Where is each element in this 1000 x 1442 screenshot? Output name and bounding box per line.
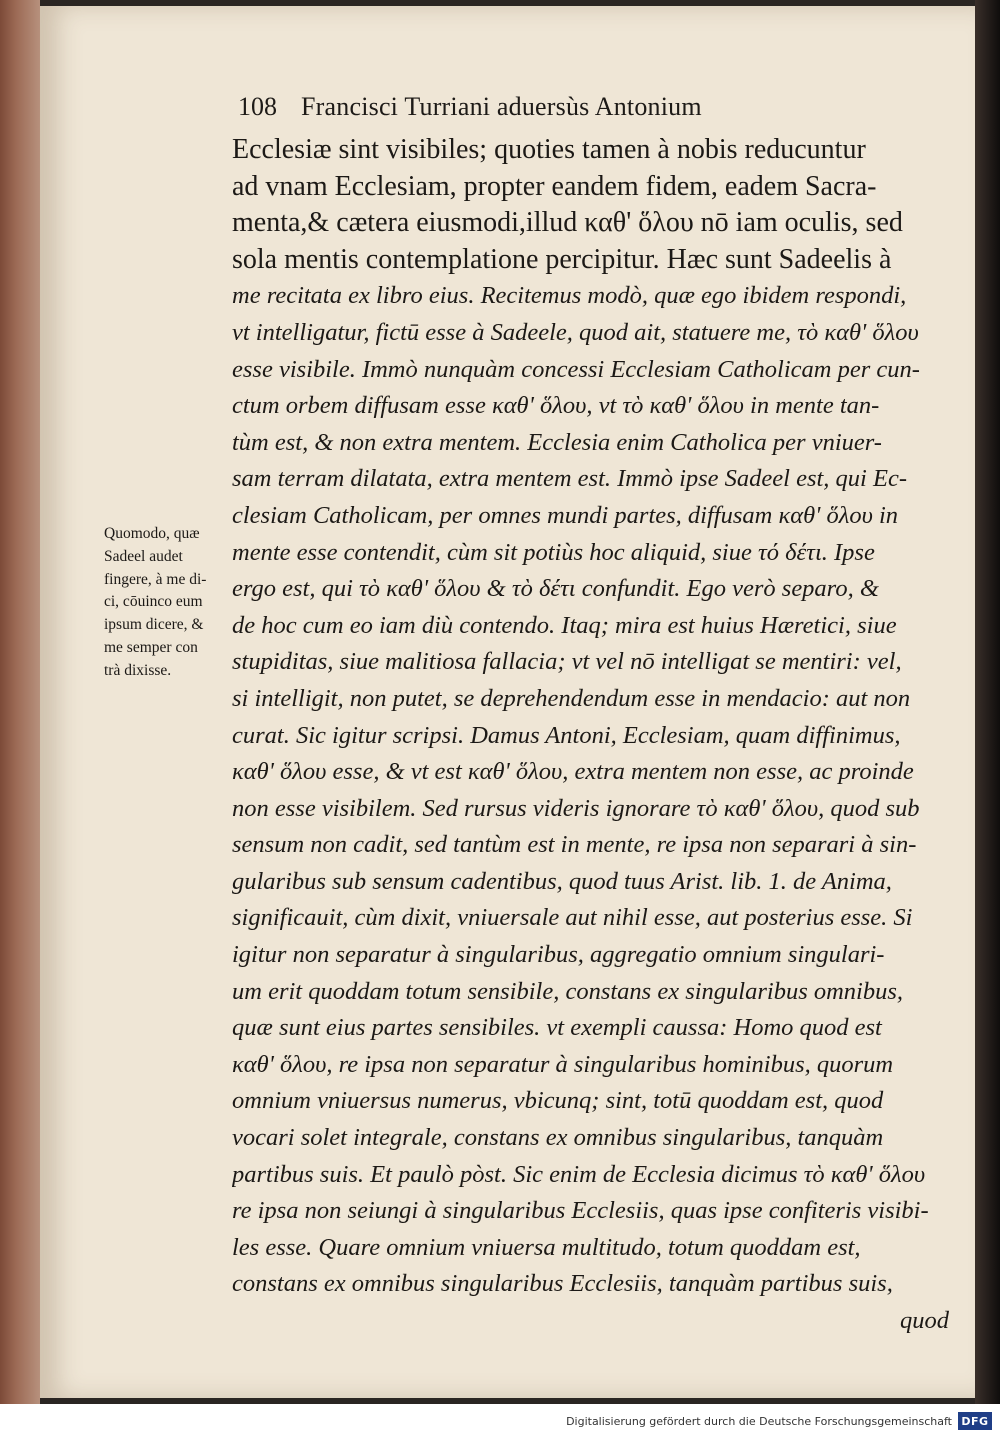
marginal-note-line: fingere, à me di- bbox=[104, 570, 207, 588]
page-number: 108 bbox=[238, 92, 277, 121]
text-line: stupiditas, siue malitiosa fallacia; vt vel nō intelligat se mentiri: vel, bbox=[232, 648, 902, 676]
funding-credit: Digitalisierung gefördert durch die Deutsche Forschungsgemeinschaft bbox=[566, 1415, 952, 1428]
text-line: tùm est, & non extra mentem. Ecclesia enim Catholica per vniuer- bbox=[232, 428, 882, 456]
marginal-note-line: trà dixisse. bbox=[104, 661, 172, 679]
text-line: igitur non separatur à singularibus, aggregatio omnium singulari- bbox=[232, 941, 885, 969]
text-line: les esse. Quare omnium vniuersa multitudo, totum quoddam est, bbox=[232, 1233, 861, 1261]
text-line: vocari solet integrale, constans ex omnibus singularibus, tanquàm bbox=[232, 1124, 884, 1152]
dfg-logo: DFG bbox=[958, 1412, 992, 1430]
running-head bbox=[238, 92, 808, 126]
text-line: si intelligit, non putet, se deprehendendum esse in mendacio: aut non bbox=[232, 684, 911, 712]
text-line: ctum orbem diffusam esse καθ' ὅλου, vt τὸ καθ' ὅλου in mente tan- bbox=[232, 392, 880, 420]
text-line: sensum non cadit, sed tantùm est in mente, re ipsa non separari à sin- bbox=[232, 831, 917, 859]
running-title: Francisci Turriani aduersùs Antonium bbox=[301, 92, 702, 121]
footer-bar bbox=[0, 1404, 1000, 1442]
text-line: clesiam Catholicam, per omnes mundi partes, diffusam καθ' ὅλου in bbox=[232, 501, 899, 529]
text-line: re ipsa non seiungi à singularibus Ecclesiis, quas ipse confiteris visibi- bbox=[232, 1197, 929, 1225]
text-line: καθ' ὅλου esse, & vt est καθ' ὅλου, extra mentem non esse, ac proinde bbox=[232, 758, 914, 786]
text-line: vt intelligatur, fictū esse à Sadeele, quod ait, statuere me, τὸ καθ' ὅλου bbox=[232, 318, 919, 346]
text-line: omnium vniuersus numerus, vbicunq; sint, totū quoddam est, quod bbox=[232, 1087, 884, 1115]
text-line: Ecclesiæ sint visibiles; quoties tamen à nobis reducuntur bbox=[232, 134, 866, 165]
marginal-note-line: ipsum dicere, & bbox=[104, 616, 204, 634]
text-line: constans ex omnibus singularibus Ecclesiis, tanquàm partibus suis, bbox=[232, 1270, 893, 1298]
marginal-note bbox=[104, 523, 232, 683]
marginal-note-line: ci, cōuinco eum bbox=[104, 593, 203, 611]
text-line: um erit quoddam totum sensibile, constans ex singularibus omnibus, bbox=[232, 977, 904, 1005]
text-line: καθ' ὅλου, re ipsa non separatur à singularibus hominibus, quorum bbox=[232, 1050, 894, 1078]
text-line: menta,& cætera eiusmodi,illud καθ' ὅλου nō iam oculis, sed bbox=[232, 207, 903, 239]
text-line: gularibus sub sensum cadentibus, quod tuus Arist. lib. 1. de Anima, bbox=[232, 867, 892, 895]
book-page-edge bbox=[0, 0, 40, 1404]
text-line: quæ sunt eius partes sensibiles. vt exempli caussa: Homo quod est bbox=[232, 1014, 882, 1042]
book-gutter-shadow bbox=[975, 0, 1000, 1404]
text-line: quod bbox=[900, 1307, 949, 1334]
marginal-note-line: Sadeel audet bbox=[104, 547, 183, 565]
text-line: significauit, cùm dixit, vniuersale aut nihil esse, aut posterius esse. Si bbox=[232, 904, 913, 932]
text-line: curat. Sic igitur scripsi. Damus Antoni, Ecclesiam, quam diffinimus, bbox=[232, 721, 901, 749]
text-line: sam terram dilatata, extra mentem est. Immò ipse Sadeel est, qui Ec- bbox=[232, 465, 907, 493]
text-line: de hoc cum eo iam diù contendo. Itaq; mira est huius Hæretici, siue bbox=[232, 611, 897, 639]
text-line: mente esse contendit, cùm sit potiùs hoc aliquid, siue τό δέτι. Ipse bbox=[232, 538, 875, 566]
text-line: sola mentis contemplatione percipitur. Hæc sunt Sadeelis à bbox=[232, 243, 892, 275]
text-line: ad vnam Ecclesiam, propter eandem fidem, eadem Sacra- bbox=[232, 170, 877, 202]
marginal-note-line: Quomodo, quæ bbox=[104, 525, 200, 542]
text-line: ergo est, qui τὸ καθ' ὅλου & τὸ δέτι confundit. Ego verò separo, & bbox=[232, 575, 879, 603]
body-text bbox=[232, 132, 967, 1340]
text-line: non esse visibilem. Sed rursus videris ignorare τὸ καθ' ὅλου, quod sub bbox=[232, 794, 920, 822]
text-line: partibus suis. Et paulò pòst. Sic enim de Ecclesia dicimus τὸ καθ' ὅλου bbox=[232, 1160, 926, 1188]
text-line: esse visibile. Immò nunquàm concessi Ecclesiam Catholicam per cun- bbox=[232, 355, 920, 383]
text-line: me recitata ex libro eius. Recitemus modò, quæ ego ibidem respondi, bbox=[232, 282, 907, 310]
marginal-note-line: me semper con bbox=[104, 638, 198, 656]
